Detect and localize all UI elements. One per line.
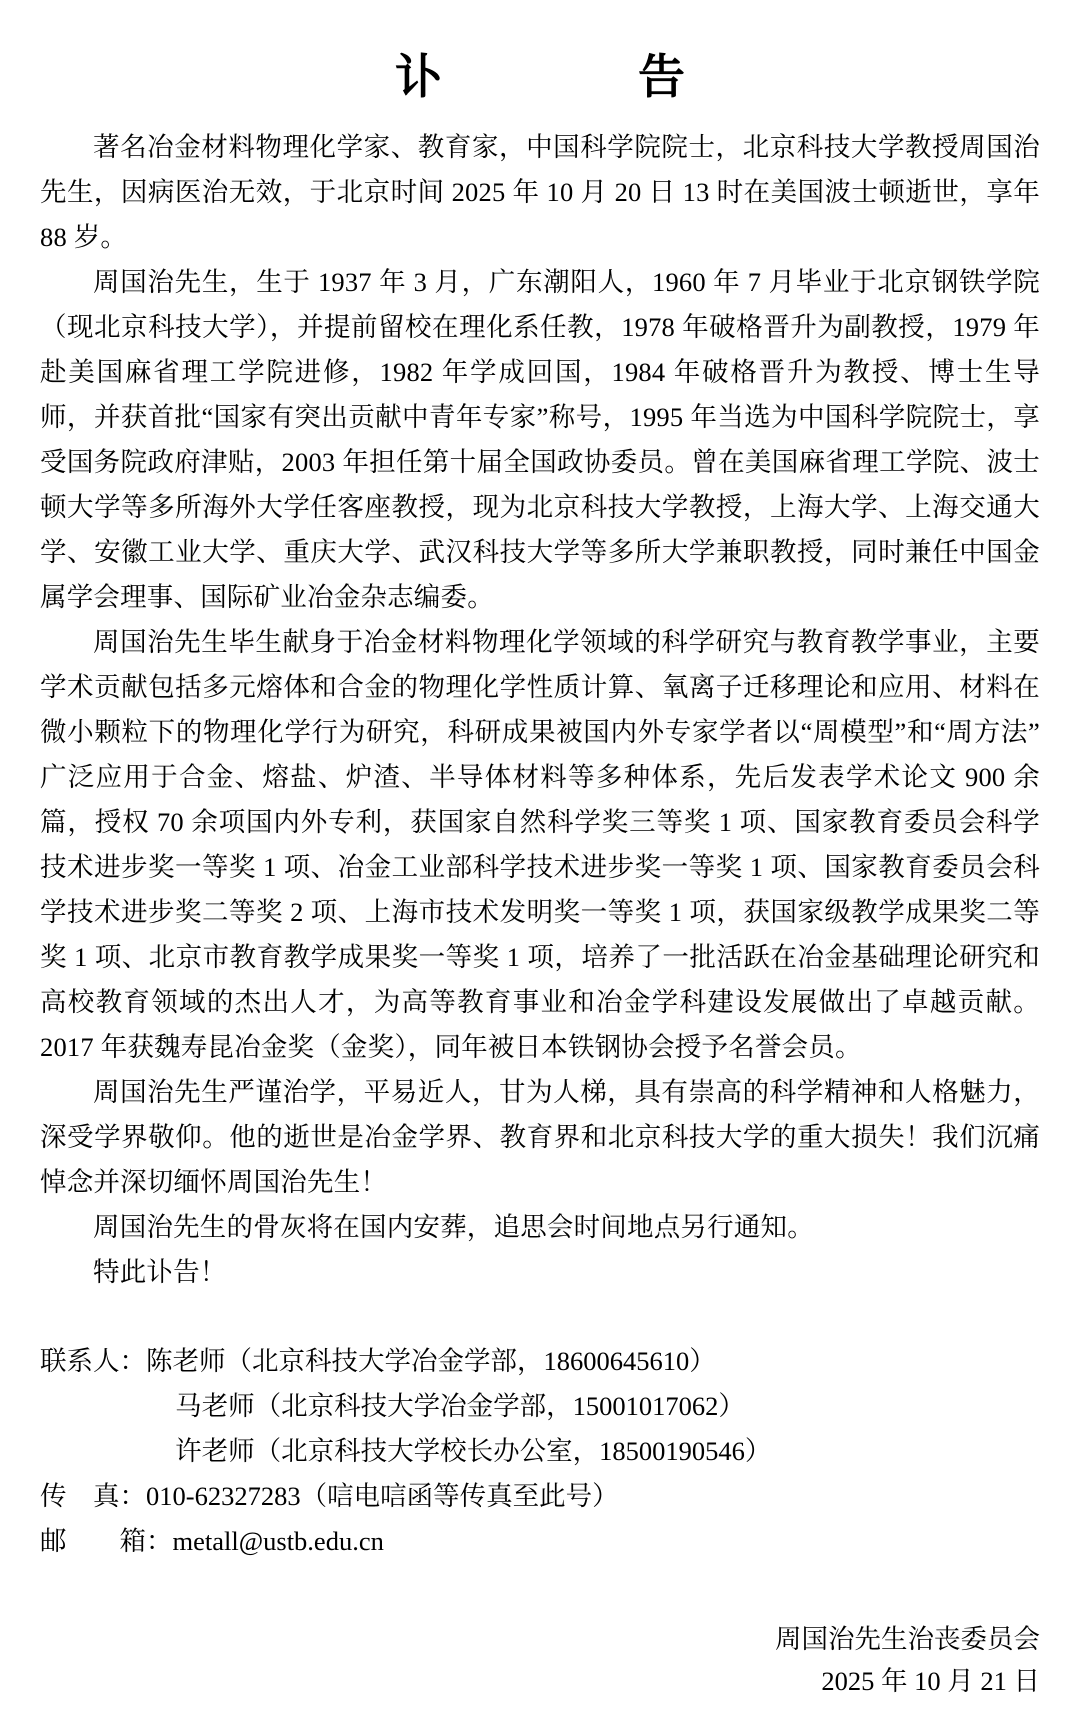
contact-line-xu: 许老师（北京科技大学校长办公室，18500190546）	[175, 1436, 772, 1466]
email-label: 邮 箱：	[40, 1526, 173, 1556]
paragraph-4: 周国治先生严谨治学，平易近人，甘为人梯，具有崇高的科学精神和人格魅力，深受学界敬仰。他的逝世是冶金学界、教育界和北京科技大学的重大损失！我们沉痛悼念并深切缅怀周国治先生！	[40, 1077, 1040, 1197]
email-line	[40, 1519, 1040, 1564]
obituary-body	[40, 125, 1040, 1295]
paragraph-6: 特此讣告！	[93, 1257, 227, 1287]
paragraph-3: 周国治先生毕生献身于冶金材料物理化学领域的科学研究与教育教学事业，主要学术贡献包括多元熔体和合金的物理化学性质计算、氧离子迁移理论和应用、材料在微小颗粒下的物理化学行为研究，科研成果被国内外专家学者以“周模型”和“周方法”广泛应用于合金、熔盐、炉渣、半导体材料等多种体系，先后发表学术论文 900 余篇，授权 70 余项国内外专利，获国家自然科学奖三等奖 1 项、国家教育委员会科学技术进步奖一等奖 1 项、冶金工业部科学技术进步奖一等奖 1 项、国家教育委员会科学技术进步奖二等奖 2 项、上海市技术发明奖一等奖 1 项，获国家级教学成果奖二等奖 1 项、北京市教育教学成果奖一等奖 1 项，培养了一批活跃在冶金基础理论研究和高校教育领域的杰出人才，为高等教育事业和冶金学科建设发展做出了卓越贡献。2017 年获魏寿昆冶金奖（金奖），同年被日本铁钢协会授予名誉会员。	[40, 627, 1040, 1062]
signature-organization: 周国治先生治丧委员会	[775, 1624, 1040, 1654]
page-title: 讣 告	[395, 50, 719, 103]
contact-line-ma: 马老师（北京科技大学冶金学部，15001017062）	[175, 1391, 745, 1421]
signature-block	[40, 1618, 1040, 1702]
signature-date: 2025 年 10 月 21 日	[821, 1666, 1040, 1696]
fax-line: 传 真：010-62327283（唁电唁函等传真至此号）	[40, 1481, 619, 1511]
paragraph-1: 著名冶金材料物理化学家、教育家，中国科学院院士，北京科技大学教授周国治先生，因病医治无效，于北京时间 2025 年 10 月 20 日 13 时在美国波士顿逝世，享年 88 岁。	[40, 132, 1040, 252]
paragraph-5: 周国治先生的骨灰将在国内安葬，追思会时间地点另行通知。	[93, 1212, 814, 1242]
email-address: metall@ustb.edu.cn	[172, 1526, 384, 1556]
contact-line-chen: 联系人：陈老师（北京科技大学冶金学部，18600645610）	[40, 1346, 716, 1376]
contact-block	[40, 1339, 1040, 1564]
paragraph-2: 周国治先生，生于 1937 年 3 月，广东潮阳人，1960 年 7 月毕业于北京钢铁学院（现北京科技大学），并提前留校在理化系任教，1978 年破格晋升为副教授，1979 年赴美国麻省理工学院进修，1982 年学成回国，1984 年破格晋升为教授、博士生导师，并获首批“国家有突出贡献中青年专家”称号，1995 年当选为中国科学院院士，享受国务院政府津贴，2003 年担任第十届全国政协委员。曾在美国麻省理工学院、波士顿大学等多所海外大学任客座教授，现为北京科技大学教授，上海大学、上海交通大学、安徽工业大学、重庆大学、武汉科技大学等多所大学兼职教授，同时兼任中国金属学会理事、国际矿业冶金杂志编委。	[40, 267, 1040, 612]
